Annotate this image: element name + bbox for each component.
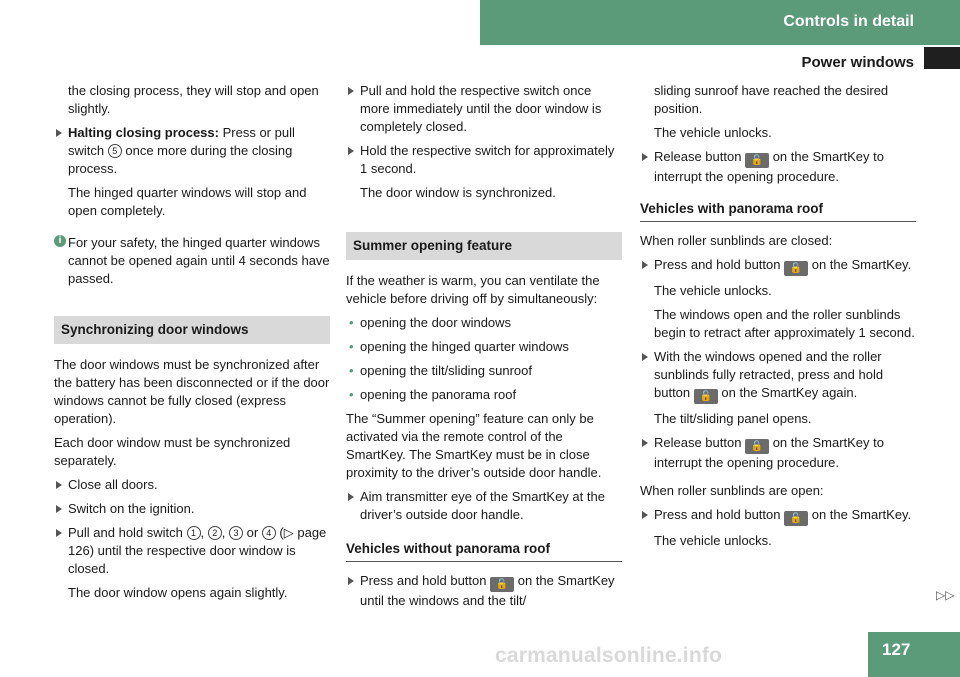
step-close-doors <box>54 476 330 494</box>
step-text: on the SmartKey again. <box>721 385 858 400</box>
switch-number-5: 5 <box>108 144 122 158</box>
step-text: With the windows opened and the roller sunblinds fully retracted, press and hold button <box>654 349 884 400</box>
step-text: on the SmartKey to interrupt the opening procedure. <box>654 149 884 184</box>
step-text: Close all doors. <box>68 477 158 492</box>
paragraph: When roller sunblinds are closed: <box>640 233 833 248</box>
switch-number-2: 2 <box>208 526 222 540</box>
paragraph: The “Summer opening” feature can only be activated via the remote control of the SmartKey. The SmartKey must be in close proximity to the driver’s outside door handle. <box>346 411 602 480</box>
step-text: on the SmartKey to interrupt the opening procedure. <box>654 435 884 470</box>
step-text: Release button <box>654 149 742 164</box>
step-halting <box>54 124 330 178</box>
paragraph: Each door window must be synchronized separately. <box>54 435 291 468</box>
list-item: • opening the door windows <box>346 314 622 332</box>
step-text: Press or pull switch <box>68 125 295 158</box>
step-result: The vehicle unlocks. <box>654 283 772 298</box>
switch-number-3: 3 <box>229 526 243 540</box>
step-press-hold <box>640 256 916 276</box>
step-text: Press and hold button <box>654 507 781 522</box>
step-text: once more during the closing process. <box>68 143 293 176</box>
step-press-hold <box>640 506 916 526</box>
step-text: on the SmartKey. <box>811 257 912 272</box>
step-text: Switch on the ignition. <box>68 501 195 516</box>
info-icon: i <box>54 235 66 247</box>
page-subtitle: Power windows <box>801 54 914 71</box>
unlock-key-icon: 🔓 <box>784 261 808 276</box>
unlock-key-icon: 🔓 <box>490 577 514 592</box>
step-pull-again <box>346 82 622 136</box>
step-result: The vehicle unlocks. <box>654 533 772 548</box>
step-hold-switch <box>346 142 622 178</box>
page-number: 127 <box>868 632 960 677</box>
step-result: The vehicle unlocks. <box>654 125 772 140</box>
list-item: • opening the tilt/sliding sunroof <box>346 362 622 380</box>
step-text: Press and hold button <box>654 257 781 272</box>
switch-number-4: 4 <box>262 526 276 540</box>
step-label: Halting closing process: <box>68 125 219 140</box>
step-text: Pull and hold the respective switch once more immediately until the door window is completely closed. <box>360 83 602 134</box>
section-heading-no-panorama: Vehicles without panorama roof <box>346 540 622 562</box>
list-item: • opening the hinged quarter windows <box>346 338 622 356</box>
step-release <box>640 148 916 186</box>
step-result: The door window is synchronized. <box>360 185 556 200</box>
step-press-hold <box>346 572 622 610</box>
step-result: The door window opens again slightly. <box>68 585 288 600</box>
step-text: on the SmartKey until the windows and the tilt/ <box>360 573 615 608</box>
info-text: For your safety, the hinged quarter windows cannot be opened again until 4 seconds have passed. <box>68 235 330 286</box>
step-text: on the SmartKey. <box>811 507 912 522</box>
paragraph: When roller sunblinds are open: <box>640 483 824 498</box>
section-heading-sync: Synchronizing door windows <box>54 316 330 344</box>
step-text: Press and hold button <box>360 573 487 588</box>
switch-number-1: 1 <box>187 526 201 540</box>
column-2 <box>346 82 622 616</box>
section-tab: Controls in detail <box>480 0 960 45</box>
step-result: The hinged quarter windows will stop and open completely. <box>68 185 307 218</box>
list-item: • opening the panorama roof <box>346 386 622 404</box>
paragraph: the closing process, they will stop and open slightly. <box>68 83 319 116</box>
unlock-key-icon: 🔓 <box>745 439 769 454</box>
paragraph: The door windows must be synchronized after the battery has been disconnected or if the door windows cannot be fully closed (express operation). <box>54 357 330 426</box>
next-page-arrow-icon: ▷▷ <box>936 588 955 602</box>
section-heading-summer: Summer opening feature <box>346 232 622 260</box>
step-text: (▷ page 126) until the respective door window is closed. <box>68 525 327 576</box>
unlock-key-icon: 🔓 <box>694 389 718 404</box>
step-pull-hold: Pull and hold switch 1 , 2 , 3 or 4 (▷ page 126) until the respective door window is closed. <box>54 524 330 578</box>
step-aim <box>346 488 622 524</box>
column-3 <box>640 82 916 556</box>
step-text: Hold the respective switch for approximately 1 second. <box>360 143 615 176</box>
unlock-key-icon: 🔓 <box>745 153 769 168</box>
step-text: Aim transmitter eye of the SmartKey at the driver’s outside door handle. <box>360 489 605 522</box>
step-result: The windows open and the roller sunblinds begin to retract after approximately 1 second. <box>654 307 915 340</box>
step-text: Pull and hold switch <box>68 525 183 540</box>
watermark: carmanualsonline.info <box>495 644 723 667</box>
step-result: The tilt/sliding panel opens. <box>654 411 812 426</box>
paragraph: If the weather is warm, you can ventilate the vehicle before driving off by simultaneously: <box>346 273 600 306</box>
column-1 <box>54 82 330 608</box>
info-note <box>54 234 330 288</box>
unlock-key-icon: 🔓 <box>784 511 808 526</box>
step-text: Release button <box>654 435 742 450</box>
step-release <box>640 434 916 472</box>
step-ignition <box>54 500 330 518</box>
step-press-again <box>640 348 916 404</box>
section-marker <box>924 47 960 69</box>
paragraph: sliding sunroof have reached the desired position. <box>654 83 889 116</box>
section-heading-panorama: Vehicles with panorama roof <box>640 200 916 222</box>
